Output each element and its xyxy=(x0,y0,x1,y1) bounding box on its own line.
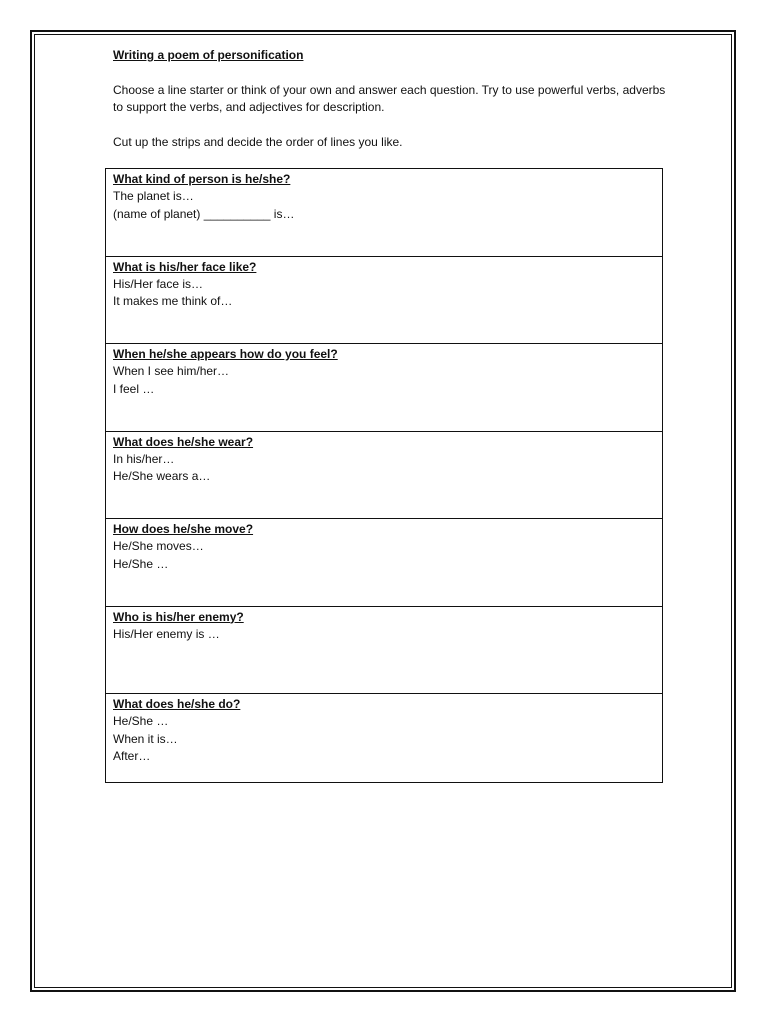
strip-question: What kind of person is he/she? xyxy=(113,172,291,186)
strip-question: What is his/her face like? xyxy=(113,259,257,274)
line-starter: The planet is… xyxy=(113,189,194,203)
strip-wear xyxy=(106,432,662,520)
line-starter: (name of planet) __________ is… xyxy=(113,206,295,221)
strip-person xyxy=(106,169,662,257)
line-starter: His/Her enemy is … xyxy=(113,626,220,641)
strip-do xyxy=(106,694,662,782)
line-starter: I feel … xyxy=(113,381,155,396)
line-starter: In his/her… xyxy=(113,451,175,466)
line-starter: He/She … xyxy=(113,556,169,571)
strip-question: Who is his/her enemy? xyxy=(113,609,244,624)
strip-question: What does he/she wear? xyxy=(113,434,254,449)
strip-move xyxy=(106,519,662,607)
line-starter: His/Her face is… xyxy=(113,276,204,291)
question-strips-table xyxy=(105,168,663,783)
instructions-paragraph: Choose a line starter or think of your own and answer each question. Try to use powerful verbs, adverbs to support the verbs, and adjectives for description. xyxy=(113,83,666,114)
strip-question: What does he/she do? xyxy=(113,697,241,711)
strip-feel xyxy=(106,344,662,432)
strip-enemy xyxy=(106,607,662,695)
line-starter: It makes me think of… xyxy=(113,294,233,308)
document-header xyxy=(113,47,673,151)
line-starter: When it is… xyxy=(113,731,178,746)
strip-question: How does he/she move? xyxy=(113,522,254,536)
line-starter: He/She … xyxy=(113,714,169,728)
line-starter: He/She wears a… xyxy=(113,469,211,483)
line-starter: When I see him/her… xyxy=(113,364,230,378)
line-starter: He/She moves… xyxy=(113,539,204,553)
cut-strips-instruction: Cut up the strips and decide the order of lines you like. xyxy=(113,135,403,149)
strip-face xyxy=(106,257,662,345)
line-starter: After… xyxy=(113,749,151,763)
document-title: Writing a poem of personification xyxy=(113,48,304,62)
strip-question: When he/she appears how do you feel? xyxy=(113,347,338,361)
